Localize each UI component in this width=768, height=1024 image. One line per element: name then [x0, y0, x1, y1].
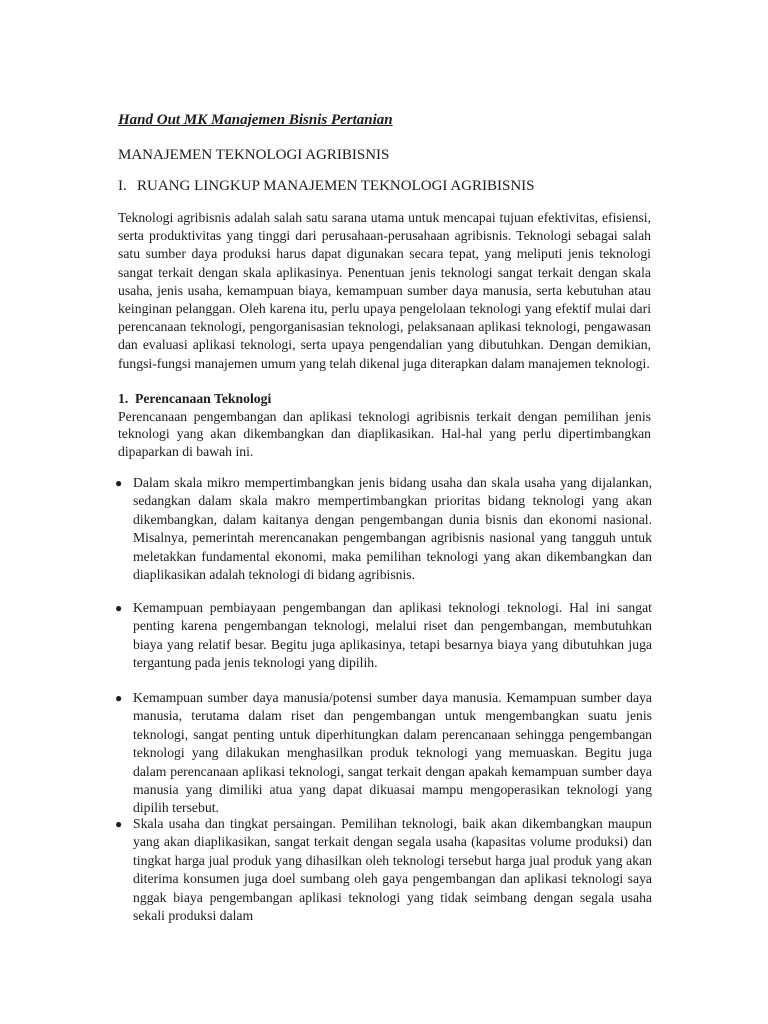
bullet-icon: ●	[115, 691, 123, 705]
subsection-heading-text: Perencanaan Teknologi	[135, 391, 272, 406]
subsection-heading	[118, 390, 271, 408]
main-heading: MANAJEMEN TEKNOLOGI AGRIBISNIS	[118, 147, 390, 163]
document-title: Hand Out MK Manajemen Bisnis Pertanian	[118, 112, 393, 128]
section-number: I.	[118, 178, 127, 194]
bullet-icon: ●	[115, 601, 123, 615]
section-heading-text: RUANG LINGKUP MANAJEMEN TEKNOLOGI AGRIBISNIS	[137, 178, 535, 194]
list-item-text: Kemampuan sumber daya manusia/potensi sumber daya manusia. Kemampuan sumber daya manusia, terutama dalam riset dan pengembangan untuk mengembangkan suatu jenis teknologi, sangat penting untuk diperhitungkan dalam perencanaan sehingga pengembangan teknologi yang dilakukan menghasilkan produk teknologi yang memuaskan. Begitu juga dalam perencanaan aplikasi teknologi, sangat terkait dengan apakah kemampuan sumber daya manusia yang dimiliki atua yang dapat dikuasai mampu mengoperasikan teknologi yang dipilih tersebut.	[133, 690, 652, 816]
subsection-number: 1.	[118, 391, 129, 406]
intro-paragraph: Teknologi agribisnis adalah salah satu sarana utama untuk mencapai tujuan efektivitas, efisiensi, serta produktivitas yang tinggi dari perusahaan-perusahaan agribisnis. Teknologi sebagai salah satu sumber daya produksi harus dapat digunakan secara tepat, yang meliputi jenis teknologi sangat terkait dengan skala aplikasinya. Penentuan jenis teknologi sangat terkait dengan skala usaha, jenis usaha, kemampuan biaya, kemampuan sumber daya manusia, serta kebutuhan atau keinginan pelanggan. Oleh karena itu, perlu upaya pengelolaan teknologi yang efektif mulai dari perencanaan teknologi, pengorganisasian teknologi, pelaksanaan aplikasi teknologi, pengawasan dan evaluasi aplikasi teknologi, serta upaya pengendalian yang dibutuhkan. Dengan demikian, fungsi-fungsi manajemen umum yang telah dikenal juga diterapkan dalam manajemen teknologi.	[118, 210, 651, 371]
bullet-icon: ●	[115, 476, 123, 490]
section-heading	[118, 178, 535, 195]
bullet-icon: ●	[115, 817, 123, 831]
list-item-text: Kemampuan pembiayaan pengembangan dan aplikasi teknologi teknologi. Hal ini sangat penting karena pengembangan teknologi, melalui riset dan pengembangan, membutuhkan biaya yang relatif besar. Begitu juga aplikasinya, tetapi besarnya biaya yang dibutuhkan juga tergantung pada jenis teknologi yang dipilih.	[133, 600, 652, 671]
list-item-text: Skala usaha dan tingkat persaingan. Pemilihan teknologi, baik akan dikembangkan maupun yang akan diaplikasikan, sangat terkait dengan segala usaha (kapasitas volume produksi) dan tingkat harga jual produk yang dihasilkan oleh teknologi tersebut harga jual produk yang akan diterima konsumen juga doel sumbang oleh gaya pengembangan dan aplikasi teknologi saya nggak biaya pengembangan aplikasi teknologi yang tidak seimbang dengan segala usaha sekali produksi dalam	[133, 816, 652, 924]
planning-paragraph: Perencanaan pengembangan dan aplikasi teknologi agribisnis terkait dengan pemilihan jenis teknologi yang akan dikembangkan dan diaplikasikan. Hal-hal yang perlu dipertimbangkan dipaparkan di bawah ini.	[118, 409, 651, 459]
list-item-text: Dalam skala mikro mempertimbangkan jenis bidang usaha dan skala usaha yang dijalankan, sedangkan dalam skala makro mempertimbangkan prioritas bidang teknologi yang akan dikembangkan, dalam kaitanya dengan pengembangan dunia bisnis dan ekonomi nasional. Misalnya, pemerintah merencanakan pengembangan agribisnis nasional yang tangguh untuk meletakkan fundamental ekonomi, maka pemilihan teknologi yang akan dikembangkan dan diaplikasikan adalah teknologi di bidang agribisnis.	[133, 475, 652, 583]
